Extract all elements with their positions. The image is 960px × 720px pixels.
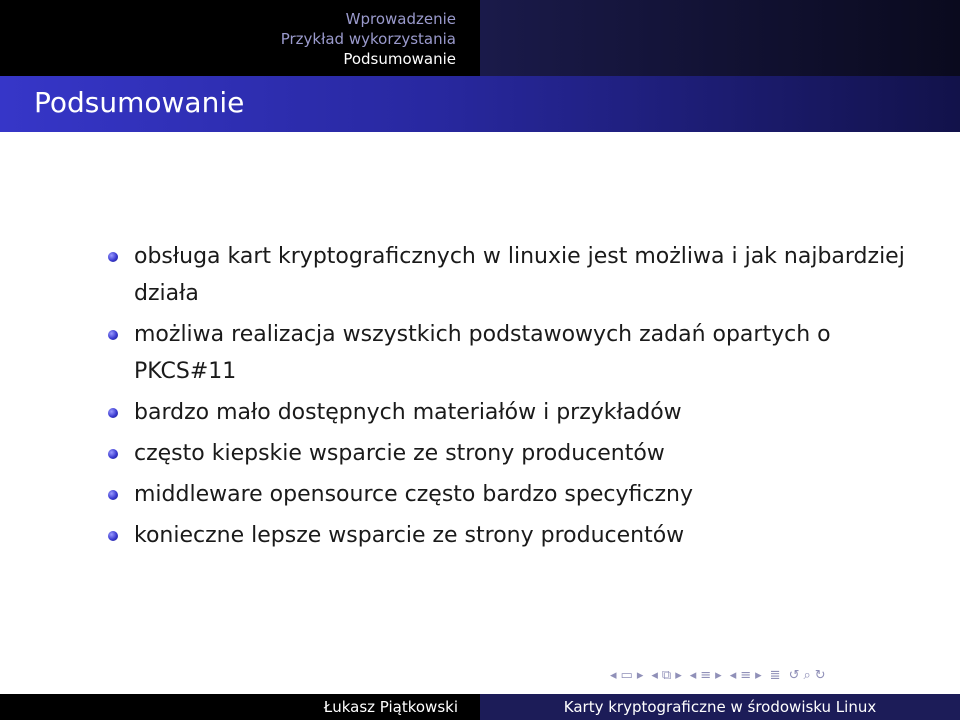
subsection-nav [651, 668, 681, 683]
list-item-text: middleware opensource często bardzo specyficzny [134, 482, 693, 507]
section-link-podsumowanie[interactable]: Podsumowanie [343, 50, 456, 68]
toc-icon[interactable]: ≣ [769, 668, 781, 683]
document-nav [730, 668, 762, 683]
back-icon[interactable]: ↺ [788, 668, 800, 683]
section-icon[interactable]: ≡ [740, 668, 752, 683]
bullet-icon [108, 490, 118, 500]
next-frame-icon[interactable]: ▸ [675, 668, 682, 683]
bullet-list [108, 238, 908, 558]
list-item [108, 238, 908, 312]
beamer-navigation-bar [610, 668, 826, 683]
header-bar [0, 0, 960, 76]
list-item [108, 476, 908, 513]
list-item [108, 517, 908, 554]
bullet-icon [108, 449, 118, 459]
list-item [108, 316, 908, 390]
forward-icon[interactable]: ↻ [814, 668, 826, 683]
list-item-text: możliwa realizacja wszystkich podstawowych zadań opartych o PKCS#11 [134, 322, 831, 384]
prev-slide-icon[interactable]: ◂ [610, 668, 617, 683]
list-item-text: często kiepskie wsparcie ze strony producentów [134, 441, 665, 466]
list-item-text: obsługa kart kryptograficznych w linuxie jest możliwa i jak najbardziej działa [134, 244, 905, 306]
bullet-icon [108, 531, 118, 541]
prev-section-icon[interactable]: ◂ [729, 668, 737, 683]
search-nav [789, 668, 826, 683]
footer-bar [0, 694, 960, 720]
list-item-text: bardzo mało dostępnych materiałów i przykładów [134, 400, 682, 425]
section-navigation [281, 9, 456, 69]
header-right [480, 0, 960, 76]
frame-nav [610, 668, 643, 683]
prev-frame-icon[interactable]: ◂ [651, 668, 658, 683]
bullet-icon [108, 408, 118, 418]
bullet-icon [108, 252, 118, 262]
next-subsection-icon[interactable]: ▸ [715, 668, 722, 683]
prev-subsection-icon[interactable]: ◂ [689, 668, 697, 683]
footer-title: Karty kryptograficzne w środowisku Linux [563, 698, 877, 716]
list-item [108, 435, 908, 472]
appendix-nav [770, 668, 781, 683]
subsection-icon[interactable]: ≡ [700, 668, 712, 683]
list-item [108, 394, 908, 431]
next-section-icon[interactable]: ▸ [755, 668, 762, 683]
list-item-text: konieczne lepsze wsparcie ze strony producentów [134, 523, 685, 548]
section-link-wprowadzenie[interactable]: Wprowadzenie [345, 10, 456, 28]
footer-author: Łukasz Piątkowski [323, 698, 458, 716]
frame-title: Podsumowanie [34, 86, 245, 119]
footer-right [480, 694, 960, 720]
frame-title-bar [0, 76, 960, 132]
frame-icon[interactable]: ⧉ [661, 668, 672, 683]
search-icon[interactable]: ⌕ [803, 668, 811, 683]
section-nav [690, 668, 722, 683]
header-left [0, 0, 480, 76]
slide-icon[interactable]: ▭ [620, 668, 633, 683]
bullet-icon [108, 330, 118, 340]
footer-left [0, 694, 480, 720]
section-link-przyklad[interactable]: Przykład wykorzystania [280, 30, 456, 48]
next-slide-icon[interactable]: ▸ [636, 668, 644, 683]
